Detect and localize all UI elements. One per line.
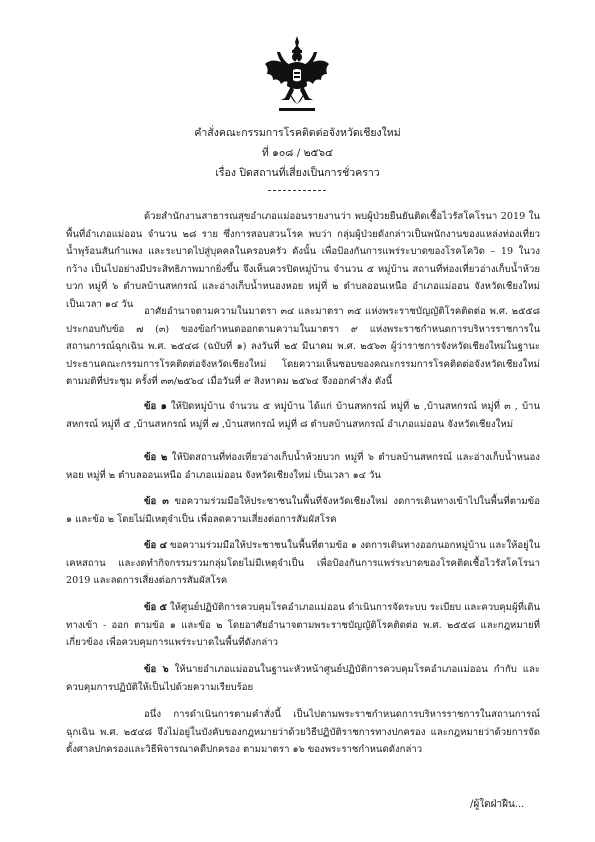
clause-4-label: ข้อ ๔ [144, 540, 167, 551]
clause-4 [66, 537, 540, 590]
clause-5-text: ให้ศูนย์ปฏิบัติการควบคุมโรคอำเภอแม่ออน ดำเนินการจัดระบบ ระเบียบ และควบคุมผู้ที่เดินทางเข้า - ออก ตามข้อ ๑ และข้อ ๒ โดยอาศัยอำนาจตามพระราชบัญญัติโรคติดต่อ พ.ศ. ๒๕๕๘ และกฎหมายที่เกี่ยวข้อง เพื่อควบคุมการแพร่ระบาดในพื้นที่ดังกล่าว [66, 602, 541, 649]
clause-3-text: ขอความร่วมมือให้ประชาชนในพื้นที่จังหวัดเชียงใหม่ งดการเดินทางเข้าไปในพื้นที่ตามข้อ ๑ และข้อ ๒ โดยไม่มีเหตุจำเป็น เพื่อลดความเสี่ยงต่อการสัมผัสโรค [66, 496, 540, 525]
garuda-emblem-icon [263, 34, 331, 116]
clause-2-label: ข้อ ๒ [144, 452, 168, 463]
clause-2 [66, 449, 540, 484]
subject-divider [268, 190, 326, 191]
clause-6-text: ให้นายอำเภอแม่ออนในฐานะหัวหน้าศูนย์ปฏิบัติการควบคุมโรคอำเภอแม่ออน กำกับ และควบคุมการปฏิบัติให้เป็นไปด้วยความเรียบร้อย [66, 664, 540, 693]
clause-1 [66, 398, 540, 433]
clause-1-label: ข้อ ๑ [144, 401, 167, 412]
clause-6-label: ข้อ ๖ [144, 664, 169, 675]
clause-2-text: ให้ปิดสถานที่ท่องเที่ยวอ่างเก็บน้ำห้วยบวก หมู่ที่ ๖ ตำบลบ้านสหกรณ์ และอ่างเก็บน้ำหนองหอย หมู่ที่ ๒ ตำบลออนเหนือ อำเภอแม่ออน จังหวัดเชียงใหม่ เป็นเวลา ๑๔ วัน [66, 452, 540, 481]
intro-paragraph: ด้วยสำนักงานสาธารณสุขอำเภอแม่ออนรายงานว่า พบผู้ป่วยยืนยันติดเชื้อไวรัสโคโรนา 2019 ในพื้นที่อำเภอแม่ออน จำนวน ๒๘ ราย ซึ่งการสอบสวนโรค พบว่า กลุ่มผู้ป่วยดังกล่าวเป็นพนักงานของแหล่งท่องเที่ยวน้ำพุร้อนสันกำแพง และระบาดไปสู่บุคคลในครอบครัว ดังนั้น เพื่อป้องกันการแพร่ระบาดของโรคโควิด – 19 ในวงกว้าง เป็นไปอย่างมีประสิทธิภาพมากยิ่งขึ้น จึงเห็นควรปิดหมู่บ้าน จำนวน ๕ หมู่บ้าน สถานที่ท่องเที่ยวอ่างเก็บน้ำห้วยบวก หมู่ที่ ๖ ตำบลบ้านสหกรณ์ และอ่างเก็บน้ำหนองหอย หมู่ที่ ๒ ตำบลออนเหนือ อำเภอแม่ออน จังหวัดเชียงใหม่ เป็นเวลา ๑๔ วัน [66, 211, 540, 310]
clause-4-text: ขอความร่วมมือให้ประชาชนในพื้นที่ตามข้อ ๑ งดการเดินทางออกนอกหมู่บ้าน และให้อยู่ในเคหสถาน และงดทำกิจกรรมรวมกลุ่มโดยไม่มีเหตุจำเป็น เพื่อป้องกันการแพร่ระบาดของโรคติดเชื้อไวรัสโคโรนา 2019 และลดการเสี่ยงต่อการสัมผัสโรค [66, 540, 540, 587]
clause-5 [66, 599, 540, 652]
clause-5-label: ข้อ ๕ [144, 602, 167, 613]
closing-paragraph: อนึ่ง การดำเนินการตามคำสั่งนี้ เป็นไปตามพระราชกำหนดการบริหารราชการในสถานการณ์ฉุกเฉิน พ.ศ. ๒๕๔๘ จึงไม่อยู่ในบังคับของกฎหมายว่าด้วยวิธีปฏิบัติราชการทางปกครอง และกฎหมายว่าด้วยการจัดตั้งศาลปกครองและวิธีพิจารณาคดีปกครอง ตามมาตรา ๑๖ ของพระราชกำหนดดังกล่าว [66, 709, 540, 756]
authority-paragraph: อาศัยอำนาจตามความในมาตรา ๓๔ และมาตรา ๓๕ แห่งพระราชบัญญัติโรคติดต่อ พ.ศ. ๒๕๕๘ ประกอบกับข้อ ๗ (๓) ของข้อกำหนดออกตามความในมาตรา ๙ แห่งพระราชกำหนดการบริหารราชการในสถานการณ์ฉุกเฉิน พ.ศ. ๒๕๔๘ (ฉบับที่ ๑) ลงวันที่ ๒๕ มีนาคม พ.ศ. ๒๕๖๓ ผู้ว่าราชการจังหวัดเชียงใหม่ในฐานะประธานคณะกรรมการโรคติดต่อจังหวัดเชียงใหม่ โดยความเห็นชอบของคณะกรรมการโรคติดต่อจังหวัดเชียงใหม่ตามมติที่ประชุม ครั้งที่ ๓๓/๒๕๖๔ เมื่อวันที่ ๙ สิงหาคม ๒๕๖๔ จึงออกคำสั่ง ดังนี้ [66, 306, 540, 388]
order-subject: เรื่อง ปิดสถานที่เสี่ยงเป็นการชั่วคราว [215, 167, 380, 179]
clause-1-text: ให้ปิดหมู่บ้าน จำนวน ๕ หมู่บ้าน ได้แก่ บ้านสหกรณ์ หมู่ที่ ๒ ,บ้านสหกรณ์ หมู่ที่ ๓ , บ้านสหกรณ์ หมู่ที่ ๕ ,บ้านสหกรณ์ หมู่ที่ ๗ ,บ้านสหกรณ์ หมู่ที่ ๘ ตำบลบ้านสหกรณ์ อำเภอแม่ออน จังหวัดเชียงใหม่ [66, 401, 541, 430]
order-title: คำสั่งคณะกรรมการโรคติดต่อจังหวัดเชียงใหม่ [194, 127, 401, 139]
clause-3 [66, 493, 540, 528]
continuation-marker: /ผู้ใดฝ่าฝืน... [470, 799, 525, 810]
clause-6 [66, 661, 540, 696]
clause-3-label: ข้อ ๓ [144, 496, 169, 507]
order-number: ที่ ๑๐๘ / ๒๕๖๔ [261, 147, 334, 159]
